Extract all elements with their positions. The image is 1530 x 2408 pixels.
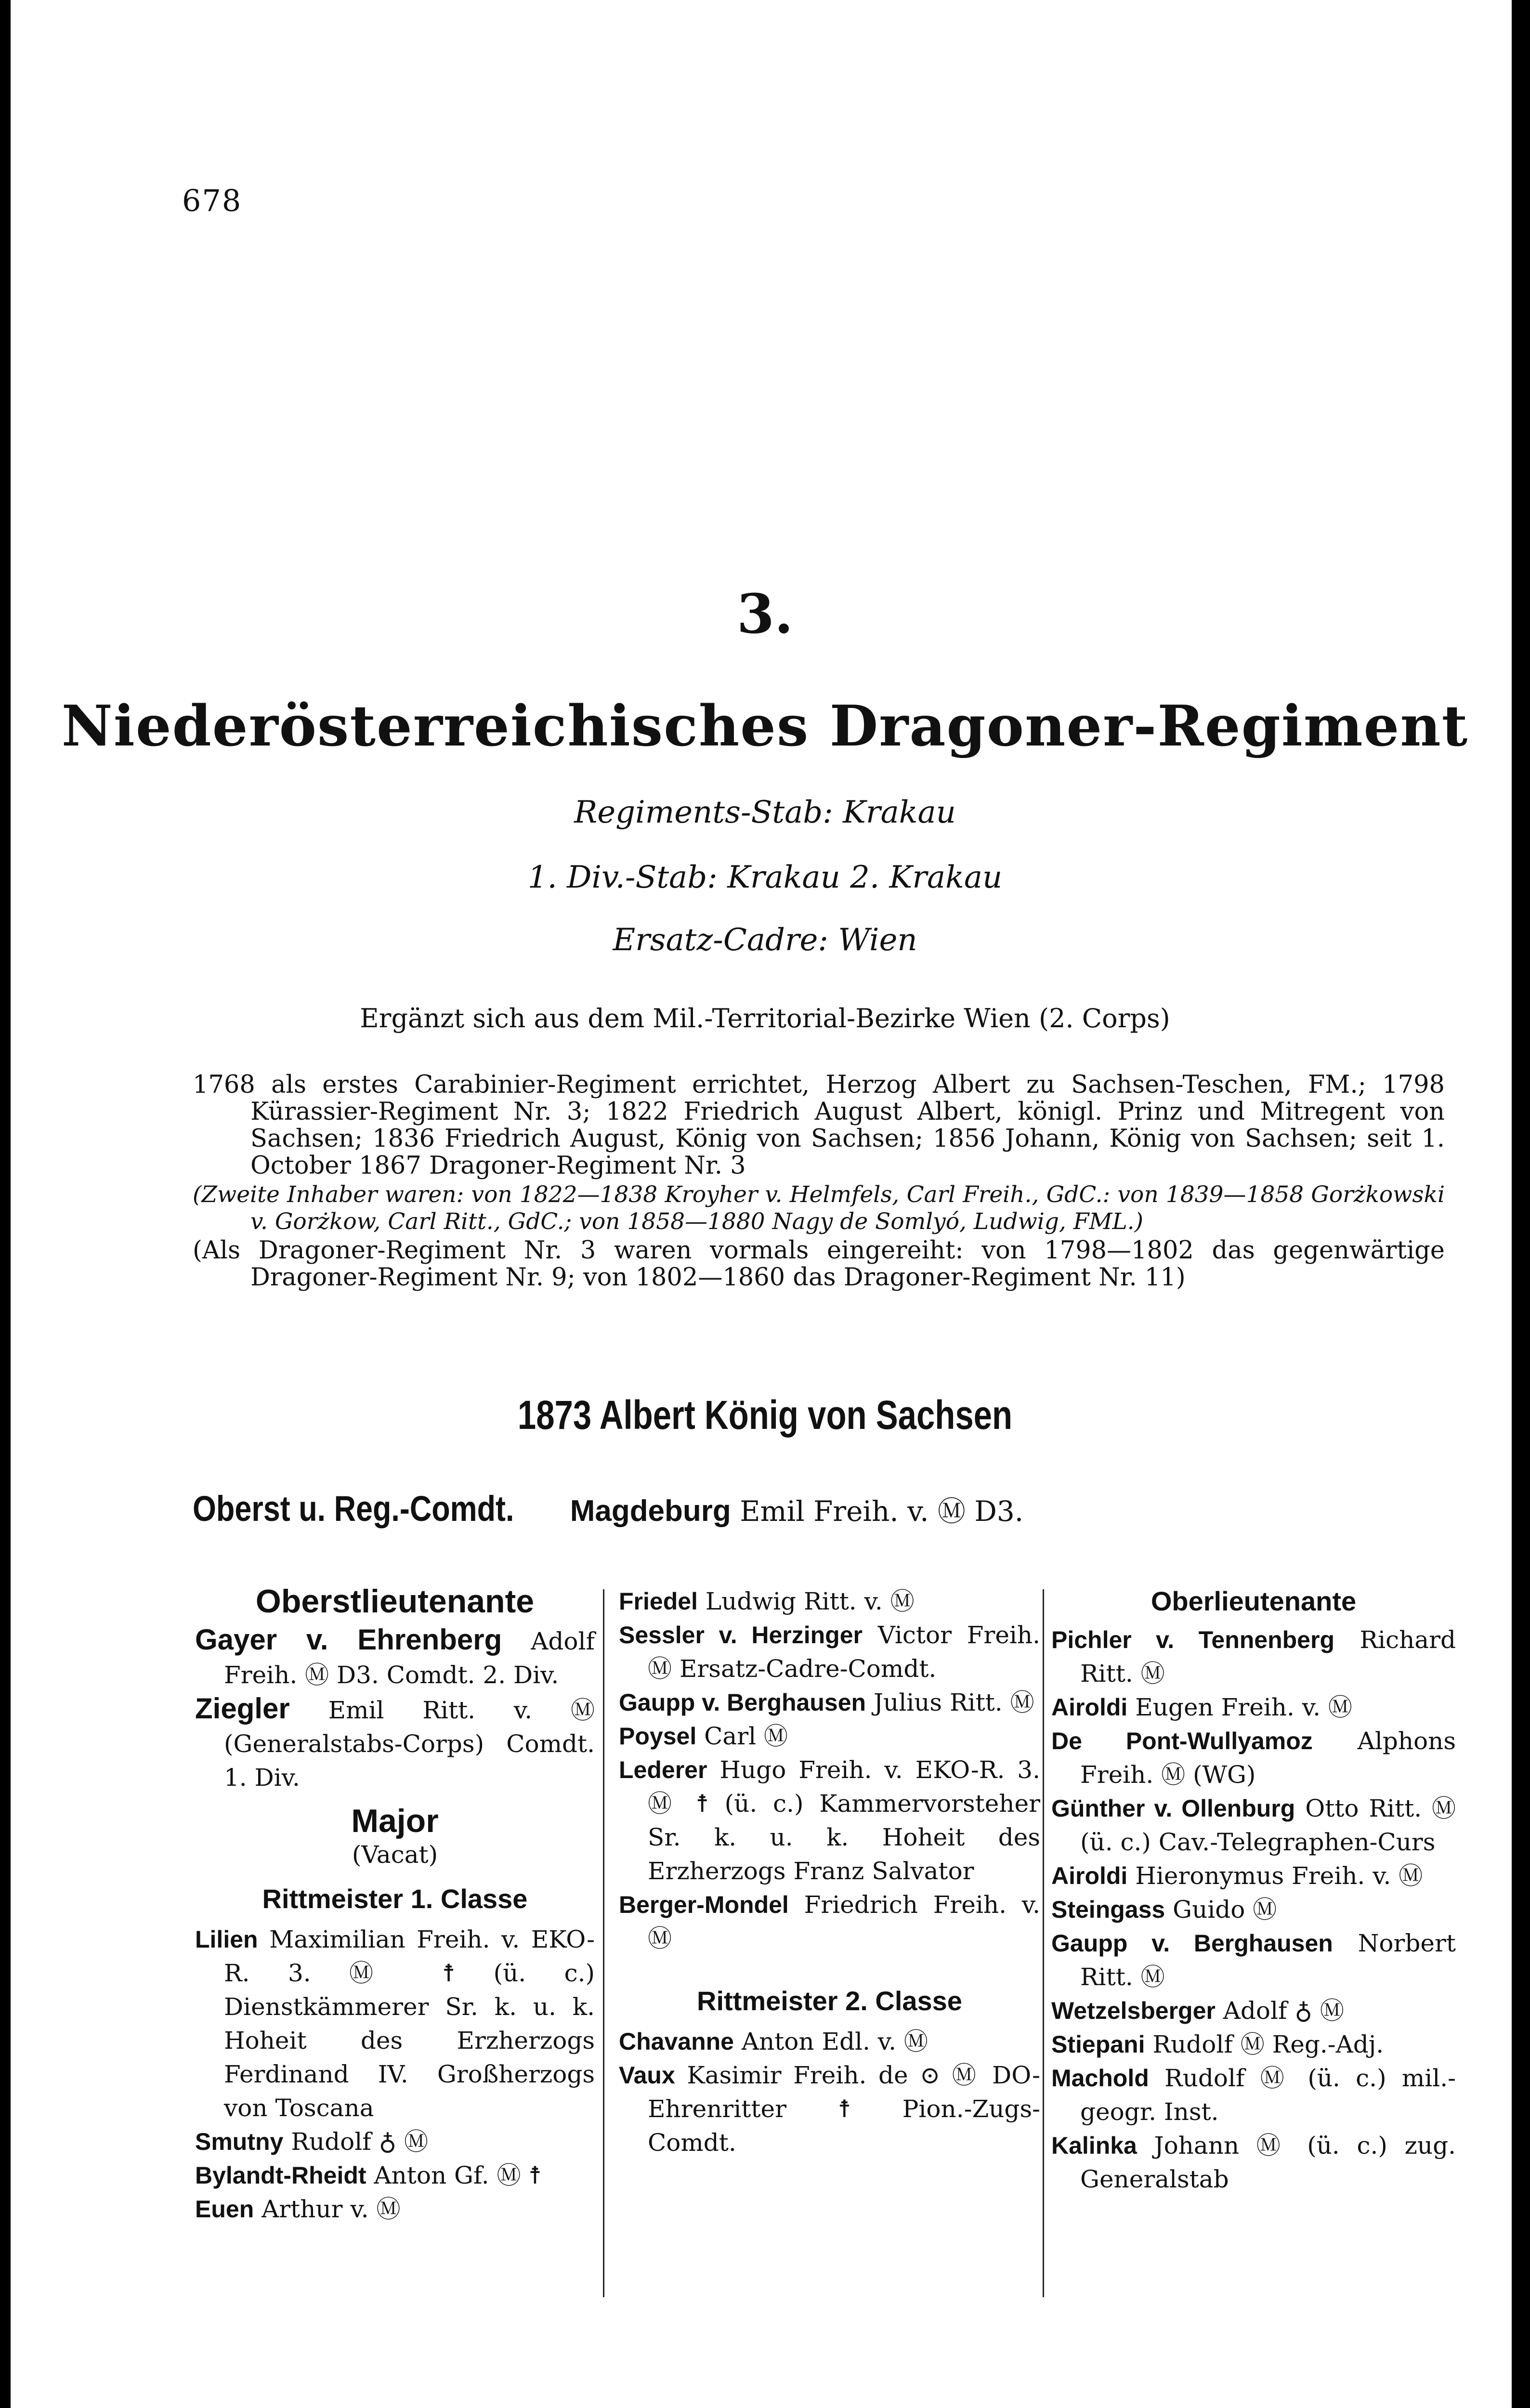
- officer-column-1: [195, 1584, 595, 2226]
- officer-entry: [1051, 1893, 1456, 1926]
- officer-name: Friedel: [619, 1588, 698, 1615]
- officer-entry: [619, 1584, 1040, 1618]
- officer-entry: [1051, 1859, 1456, 1893]
- officer-entry: [195, 1923, 595, 2125]
- colonel-line: [193, 1488, 1023, 1529]
- officer-entry: [619, 1719, 1040, 1753]
- officer-details: Kasimir Freih. de ⊙ Ⓜ DO-Ehrenritter ☨ Pion.-Zugs-Comdt.: [648, 2061, 1040, 2157]
- officer-details: Hugo Freih. v. EKO-R. 3. Ⓜ ☨ (ü. c.) Kammervorsteher Sr. k. u. k. Hoheit des Erzherzogs Franz Salvator: [648, 1756, 1040, 1885]
- officer-entry: [619, 2058, 1040, 2159]
- officer-name: Airoldi: [1051, 1694, 1128, 1721]
- colonel-details: Emil Freih. v. Ⓜ D3.: [740, 1495, 1024, 1528]
- division-staff: 1. Div.-Stab: Krakau 2. Krakau: [527, 860, 1003, 895]
- officer-details: Rudolf Ⓜ (ü. c.) mil.-geogr. Inst.: [1080, 2064, 1456, 2126]
- history-second-owners: (Zweite Inhaber waren: von 1822—1838 Kroyher v. Helmfels, Carl Freih., GdC.: von 1839—1858 Gorżkowski v. Gorżkow, Carl Ritt., GdC.; von 1858—1880 Nagy de Somlyó, Ludwig, FML.): [193, 1181, 1445, 1235]
- regiment-owner: 1873 Albert König von Sachsen: [517, 1392, 1013, 1438]
- officer-name: Sessler v. Herzinger: [619, 1622, 863, 1649]
- officer-name: Euen: [195, 2196, 254, 2223]
- officer-column-3: [1051, 1584, 1456, 2196]
- officer-details: Guido Ⓜ: [1173, 1896, 1277, 1924]
- officer-name: Lilien: [195, 1926, 258, 1953]
- officer-name: Günther v. Ollenburg: [1051, 1795, 1295, 1822]
- history-incorporated: (Als Dragoner-Regiment Nr. 3 waren vormals eingereiht: von 1798—1802 das gegenwärtige Dragoner-Regiment Nr. 9; von 1802—1860 das Dragoner-Regiment Nr. 11): [193, 1236, 1445, 1292]
- officer-details: Maximilian Freih. v. EKO-R. 3. Ⓜ ☨ (ü. c.) Dienstkämmerer Sr. k. u. k. Hoheit des Erzherzogs Ferdinand IV. Großherzogs von Toscana: [224, 1925, 595, 2122]
- officer-name: Machold: [1051, 2065, 1149, 2092]
- officer-entry: [619, 1618, 1040, 1686]
- officer-details: Ludwig Ritt. v. Ⓜ: [705, 1587, 915, 1615]
- officer-name: Wetzelsberger: [1051, 1997, 1216, 2024]
- recruitment-district: Ergänzt sich aus dem Mil.-Territorial-Bezirke Wien (2. Corps): [360, 1003, 1170, 1034]
- officer-entry: [619, 2025, 1040, 2058]
- column-divider: [1043, 1589, 1044, 2297]
- officer-details: Hieronymus Freih. v. Ⓜ: [1135, 1862, 1423, 1890]
- major-vacat: (Vacat): [352, 1841, 438, 1869]
- officer-entry: [1051, 2129, 1456, 2196]
- heading-rittmeister-1: Rittmeister 1. Classe: [262, 1884, 528, 1914]
- heading-oberlieutenante: Oberlieutenante: [1151, 1586, 1357, 1616]
- officer-details: Victor Freih. Ⓜ Ersatz-Cadre-Comdt.: [648, 1621, 1040, 1683]
- officer-details: Otto Ritt. Ⓜ (ü. c.) Cav.-Telegraphen-Curs: [1080, 1794, 1456, 1856]
- officer-name: Vaux: [619, 2062, 675, 2089]
- officer-entry: [195, 2192, 595, 2226]
- officer-entry: [619, 1753, 1040, 1888]
- officer-name: Stiepani: [1051, 2031, 1145, 2058]
- heading-major: Major: [351, 1803, 439, 1839]
- officer-entry: [1051, 1724, 1456, 1792]
- heading-oberstlieutenante: Oberstlieutenante: [255, 1583, 535, 1620]
- officer-details: Norbert Ritt. Ⓜ: [1080, 1929, 1456, 1991]
- officer-details: Adolf ♁ Ⓜ: [1223, 1997, 1344, 2025]
- officer-name: Gayer v. Ehrenberg: [195, 1623, 502, 1656]
- officer-details: Anton Gf. Ⓜ ☨: [374, 2161, 542, 2189]
- history-paragraph: 1768 als erstes Carabinier-Regiment errichtet, Herzog Albert zu Sachsen-Teschen, FM.; 1798 Kürassier-Regiment Nr. 3; 1822 Friedrich August Albert, königl. Prinz und Mitregent von Sachsen; 1836 Friedrich August, König von Sachsen; 1856 Johann, König von Sachsen; seit 1. October 1867 Dragoner-Regiment Nr. 3: [193, 1071, 1445, 1180]
- officer-details: Eugen Freih. v. Ⓜ: [1135, 1693, 1352, 1721]
- officer-entry: [1051, 1926, 1456, 1994]
- officer-details: Rudolf Ⓜ Reg.-Adj.: [1152, 2030, 1384, 2058]
- colonel-rank: Oberst u. Reg.-Comdt.: [193, 1489, 514, 1529]
- regiment-title: Niederösterreichisches Dragoner-Regiment: [61, 694, 1469, 759]
- officer-name: Airoldi: [1051, 1862, 1128, 1889]
- officer-details: Friedrich Freih. v. Ⓜ: [648, 1891, 1040, 1952]
- officer-name: Pichler v. Tennenberg: [1051, 1626, 1334, 1653]
- officer-details: Richard Ritt. Ⓜ: [1080, 1626, 1456, 1688]
- reserve-cadre: Ersatz-Cadre: Wien: [613, 922, 917, 958]
- officer-name: Gaupp v. Berghausen: [619, 1689, 866, 1716]
- officer-entry: [1051, 1623, 1456, 1690]
- officer-entry: [1051, 1792, 1456, 1859]
- officer-details: Adolf Freih. Ⓜ D3. Comdt. 2. Div.: [224, 1627, 595, 1689]
- officer-details: Arthur v. Ⓜ: [262, 2195, 401, 2223]
- regiment-history: [193, 1072, 1445, 1293]
- officer-entry: [195, 2125, 595, 2159]
- officer-name: Lederer: [619, 1756, 707, 1783]
- officer-details: Anton Edl. v. Ⓜ: [741, 2028, 928, 2055]
- officer-details: Julius Ritt. Ⓜ: [873, 1688, 1034, 1716]
- officer-name: Smutny: [195, 2128, 284, 2155]
- regiment-staff: Regiments-Stab: Krakau: [574, 795, 956, 830]
- officer-name: Bylandt-Rheidt: [195, 2162, 366, 2189]
- officer-details: Emil Ritt. v. Ⓜ (Generalstabs-Corps) Comdt. 1. Div.: [224, 1696, 595, 1792]
- officer-entry: [1051, 1690, 1456, 1724]
- regiment-number: 3.: [737, 583, 793, 646]
- officer-details: Johann Ⓜ (ü. c.) zug. Generalstab: [1080, 2132, 1456, 2193]
- officer-name: Poysel: [619, 1723, 697, 1750]
- officer-name: Gaupp v. Berghausen: [1051, 1930, 1333, 1957]
- officer-entry: [195, 2159, 595, 2192]
- colonel-name: Magdeburg: [570, 1494, 731, 1528]
- officer-name: Chavanne: [619, 2028, 734, 2055]
- officer-entry: [619, 1888, 1040, 1955]
- page-number: 678: [182, 183, 242, 218]
- officer-entry: [619, 1686, 1040, 1719]
- officer-name: Kalinka: [1051, 2132, 1137, 2159]
- scan-border-right: [1512, 0, 1530, 2408]
- officer-details: Rudolf ♁ Ⓜ: [291, 2128, 429, 2156]
- officer-name: Steingass: [1051, 1896, 1165, 1923]
- officer-entry: [195, 1692, 595, 1794]
- officer-entry: [195, 1623, 595, 1692]
- officer-entry: [1051, 2028, 1456, 2061]
- officer-name: De Pont-Wullyamoz: [1051, 1727, 1313, 1754]
- heading-rittmeister-2: Rittmeister 2. Classe: [697, 1986, 962, 2016]
- officer-name: Berger-Mondel: [619, 1891, 789, 1918]
- officer-name: Ziegler: [195, 1692, 290, 1725]
- column-divider: [603, 1589, 604, 2297]
- officer-entry: [1051, 2061, 1456, 2129]
- officer-details: Carl Ⓜ: [704, 1722, 788, 1750]
- officer-details: Alphons Freih. Ⓜ (WG): [1080, 1727, 1456, 1789]
- scan-border-left: [0, 0, 11, 2408]
- officer-entry: [1051, 1994, 1456, 2028]
- officer-column-2: [619, 1584, 1040, 2159]
